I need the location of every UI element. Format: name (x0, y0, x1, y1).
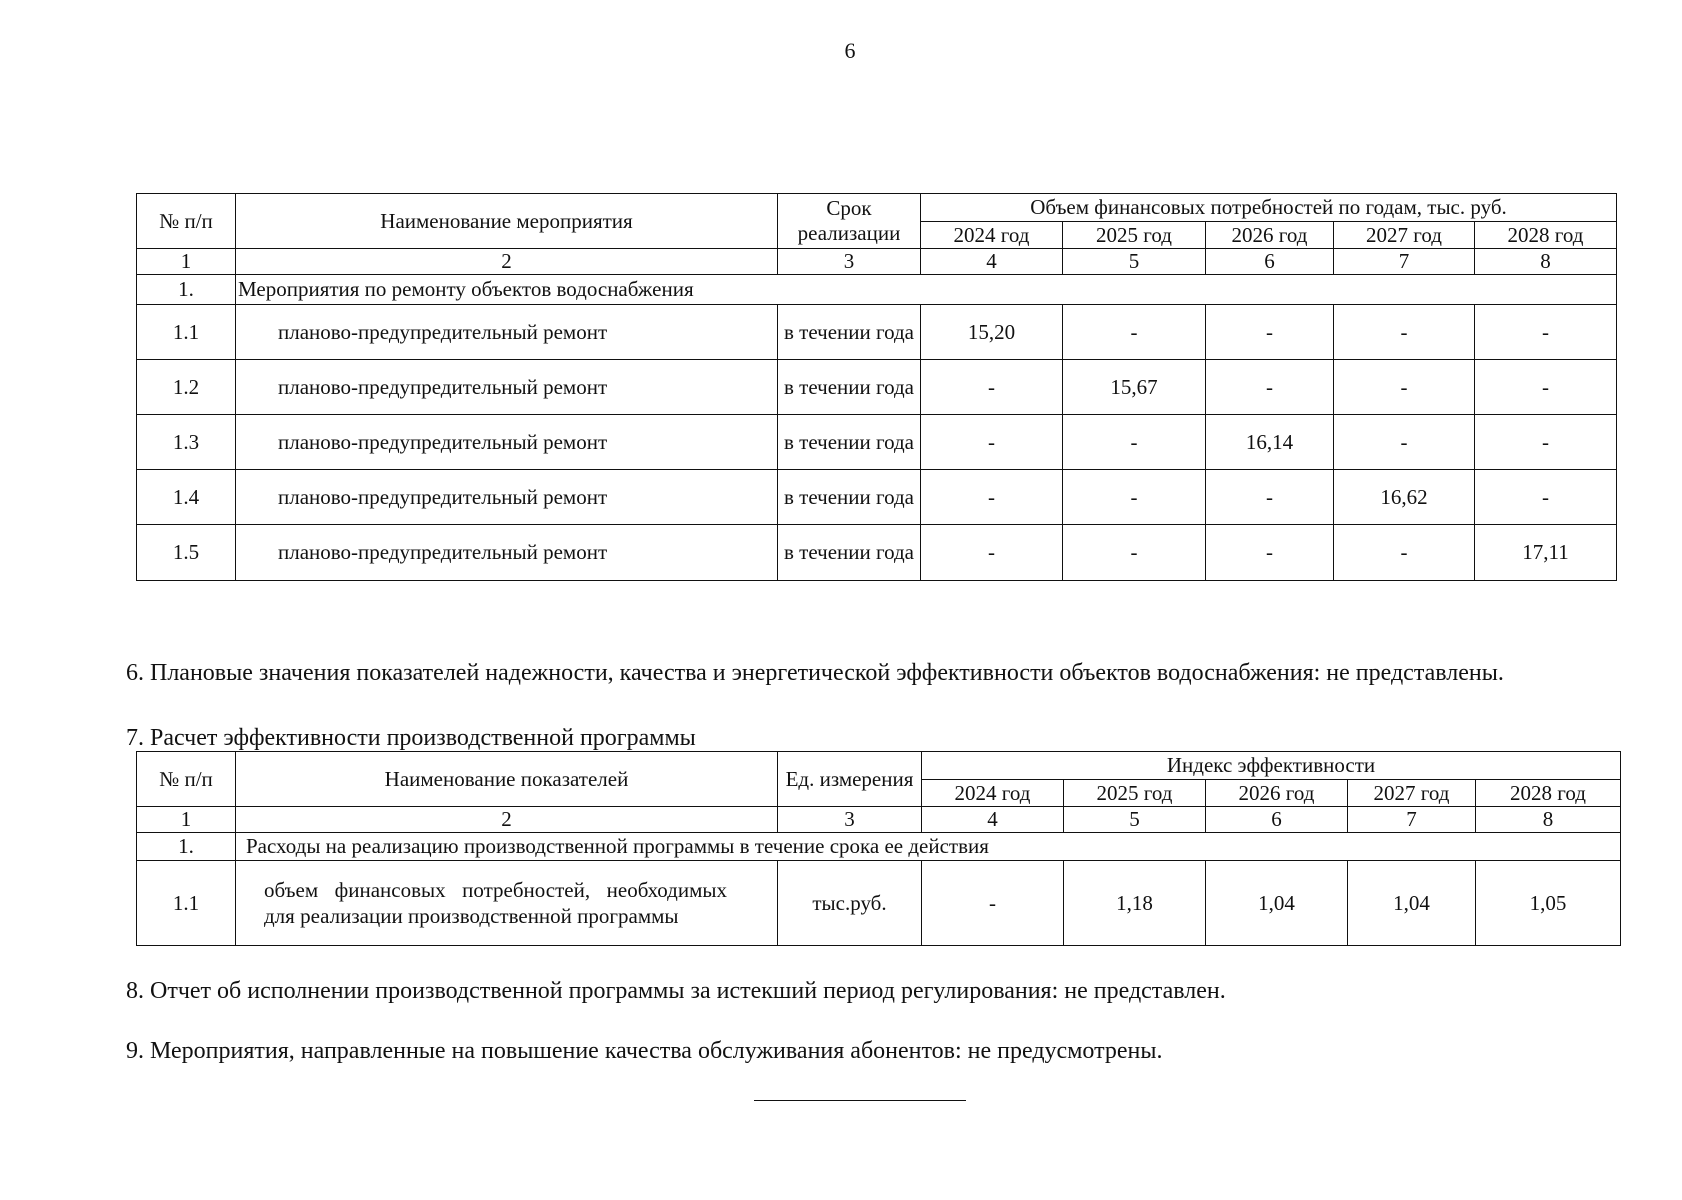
row-term: в течении года (778, 525, 921, 581)
row-value: - (1334, 525, 1475, 581)
row-value: 1,04 (1348, 861, 1476, 946)
row-value: - (1475, 470, 1617, 525)
col-number: 1 (137, 807, 236, 833)
table-row (137, 360, 1617, 415)
efficiency-table (136, 751, 1621, 946)
row-value: 1,04 (1206, 861, 1348, 946)
table-row (137, 525, 1617, 581)
row-num: 1.2 (137, 360, 236, 415)
row-value: - (921, 525, 1063, 581)
financing-table (136, 193, 1617, 581)
section-title: Мероприятия по ремонту объектов водоснабжения (236, 275, 1617, 305)
row-value: - (1206, 525, 1334, 581)
col-number: 3 (778, 249, 921, 275)
row-value: 1,05 (1476, 861, 1621, 946)
section-num: 1. (137, 833, 236, 861)
row-value: - (921, 415, 1063, 470)
paragraph-9: 9. Мероприятия, направленные на повышение качества обслуживания абонентов: не предусмотрены. (126, 1038, 1163, 1064)
col-number: 5 (1064, 807, 1206, 833)
row-name: объем финансовых потребностей, необходимых для реализации производственной программы (236, 861, 778, 946)
row-unit: тыс.руб. (778, 861, 922, 946)
col-number: 1 (137, 249, 236, 275)
table-row (137, 470, 1617, 525)
row-value: 17,11 (1475, 525, 1617, 581)
row-value: - (1334, 415, 1475, 470)
section-num: 1. (137, 275, 236, 305)
header-year: 2027 год (1334, 222, 1475, 249)
table-row (137, 861, 1621, 946)
col-number: 7 (1348, 807, 1476, 833)
row-value: 16,14 (1206, 415, 1334, 470)
row-value: - (1206, 470, 1334, 525)
header-year: 2025 год (1063, 222, 1206, 249)
row-value: - (1206, 360, 1334, 415)
row-value: - (1063, 415, 1206, 470)
row-num: 1.4 (137, 470, 236, 525)
page-number: 6 (844, 38, 856, 63)
row-value: 15,20 (921, 305, 1063, 360)
row-value: - (921, 470, 1063, 525)
separator-line (754, 1100, 966, 1101)
row-value: - (1475, 415, 1617, 470)
row-value: - (1475, 360, 1617, 415)
header-year: 2024 год (922, 780, 1064, 807)
row-value: 1,18 (1064, 861, 1206, 946)
col-number: 2 (236, 249, 778, 275)
header-name: Наименование мероприятия (236, 194, 778, 249)
row-num: 1.1 (137, 305, 236, 360)
col-number: 2 (236, 807, 778, 833)
col-number: 4 (921, 249, 1063, 275)
row-num: 1.5 (137, 525, 236, 581)
header-year: 2026 год (1206, 222, 1334, 249)
row-value: - (1063, 470, 1206, 525)
row-term: в течении года (778, 360, 921, 415)
col-number: 3 (778, 807, 922, 833)
col-number: 7 (1334, 249, 1475, 275)
header-index: Индекс эффективности (922, 752, 1621, 780)
row-num: 1.1 (137, 861, 236, 946)
row-value: 16,62 (1334, 470, 1475, 525)
row-name: планово-предупредительный ремонт (236, 525, 778, 581)
table-row (137, 415, 1617, 470)
section-title: Расходы на реализацию производственной программы в течение срока ее действия (236, 833, 1621, 861)
row-value: - (1063, 305, 1206, 360)
header-term: Срок реализации (778, 194, 921, 249)
row-value: - (1206, 305, 1334, 360)
row-num: 1.3 (137, 415, 236, 470)
header-name: Наименование показателей (236, 752, 778, 807)
col-number: 8 (1475, 249, 1617, 275)
col-number: 4 (922, 807, 1064, 833)
row-value: - (921, 360, 1063, 415)
col-number: 8 (1476, 807, 1621, 833)
row-name: планово-предупредительный ремонт (236, 470, 778, 525)
header-year: 2027 год (1348, 780, 1476, 807)
row-name: планово-предупредительный ремонт (236, 305, 778, 360)
col-number: 5 (1063, 249, 1206, 275)
row-value: 15,67 (1063, 360, 1206, 415)
row-term: в течении года (778, 470, 921, 525)
row-value: - (922, 861, 1064, 946)
row-term: в течении года (778, 415, 921, 470)
paragraph-6: 6. Плановые значения показателей надежности, качества и энергетической эффективности объектов водоснабжения: не представлены. (126, 660, 1504, 686)
row-value: - (1063, 525, 1206, 581)
col-number: 6 (1206, 249, 1334, 275)
header-year: 2028 год (1476, 780, 1621, 807)
header-year: 2026 год (1206, 780, 1348, 807)
row-value: - (1334, 360, 1475, 415)
header-volume: Объем финансовых потребностей по годам, тыс. руб. (921, 194, 1617, 222)
paragraph-7: 7. Расчет эффективности производственной программы (126, 725, 696, 751)
header-num: № п/п (137, 752, 236, 807)
table-row (137, 305, 1617, 360)
row-name: планово-предупредительный ремонт (236, 415, 778, 470)
header-year: 2024 год (921, 222, 1063, 249)
col-number: 6 (1206, 807, 1348, 833)
paragraph-8: 8. Отчет об исполнении производственной программы за истекший период регулирования: не представлен. (126, 978, 1226, 1004)
header-year: 2028 год (1475, 222, 1617, 249)
header-num: № п/п (137, 194, 236, 249)
row-name: планово-предупредительный ремонт (236, 360, 778, 415)
row-value: - (1334, 305, 1475, 360)
row-value: - (1475, 305, 1617, 360)
header-year: 2025 год (1064, 780, 1206, 807)
row-term: в течении года (778, 305, 921, 360)
header-unit: Ед. измерения (778, 752, 922, 807)
